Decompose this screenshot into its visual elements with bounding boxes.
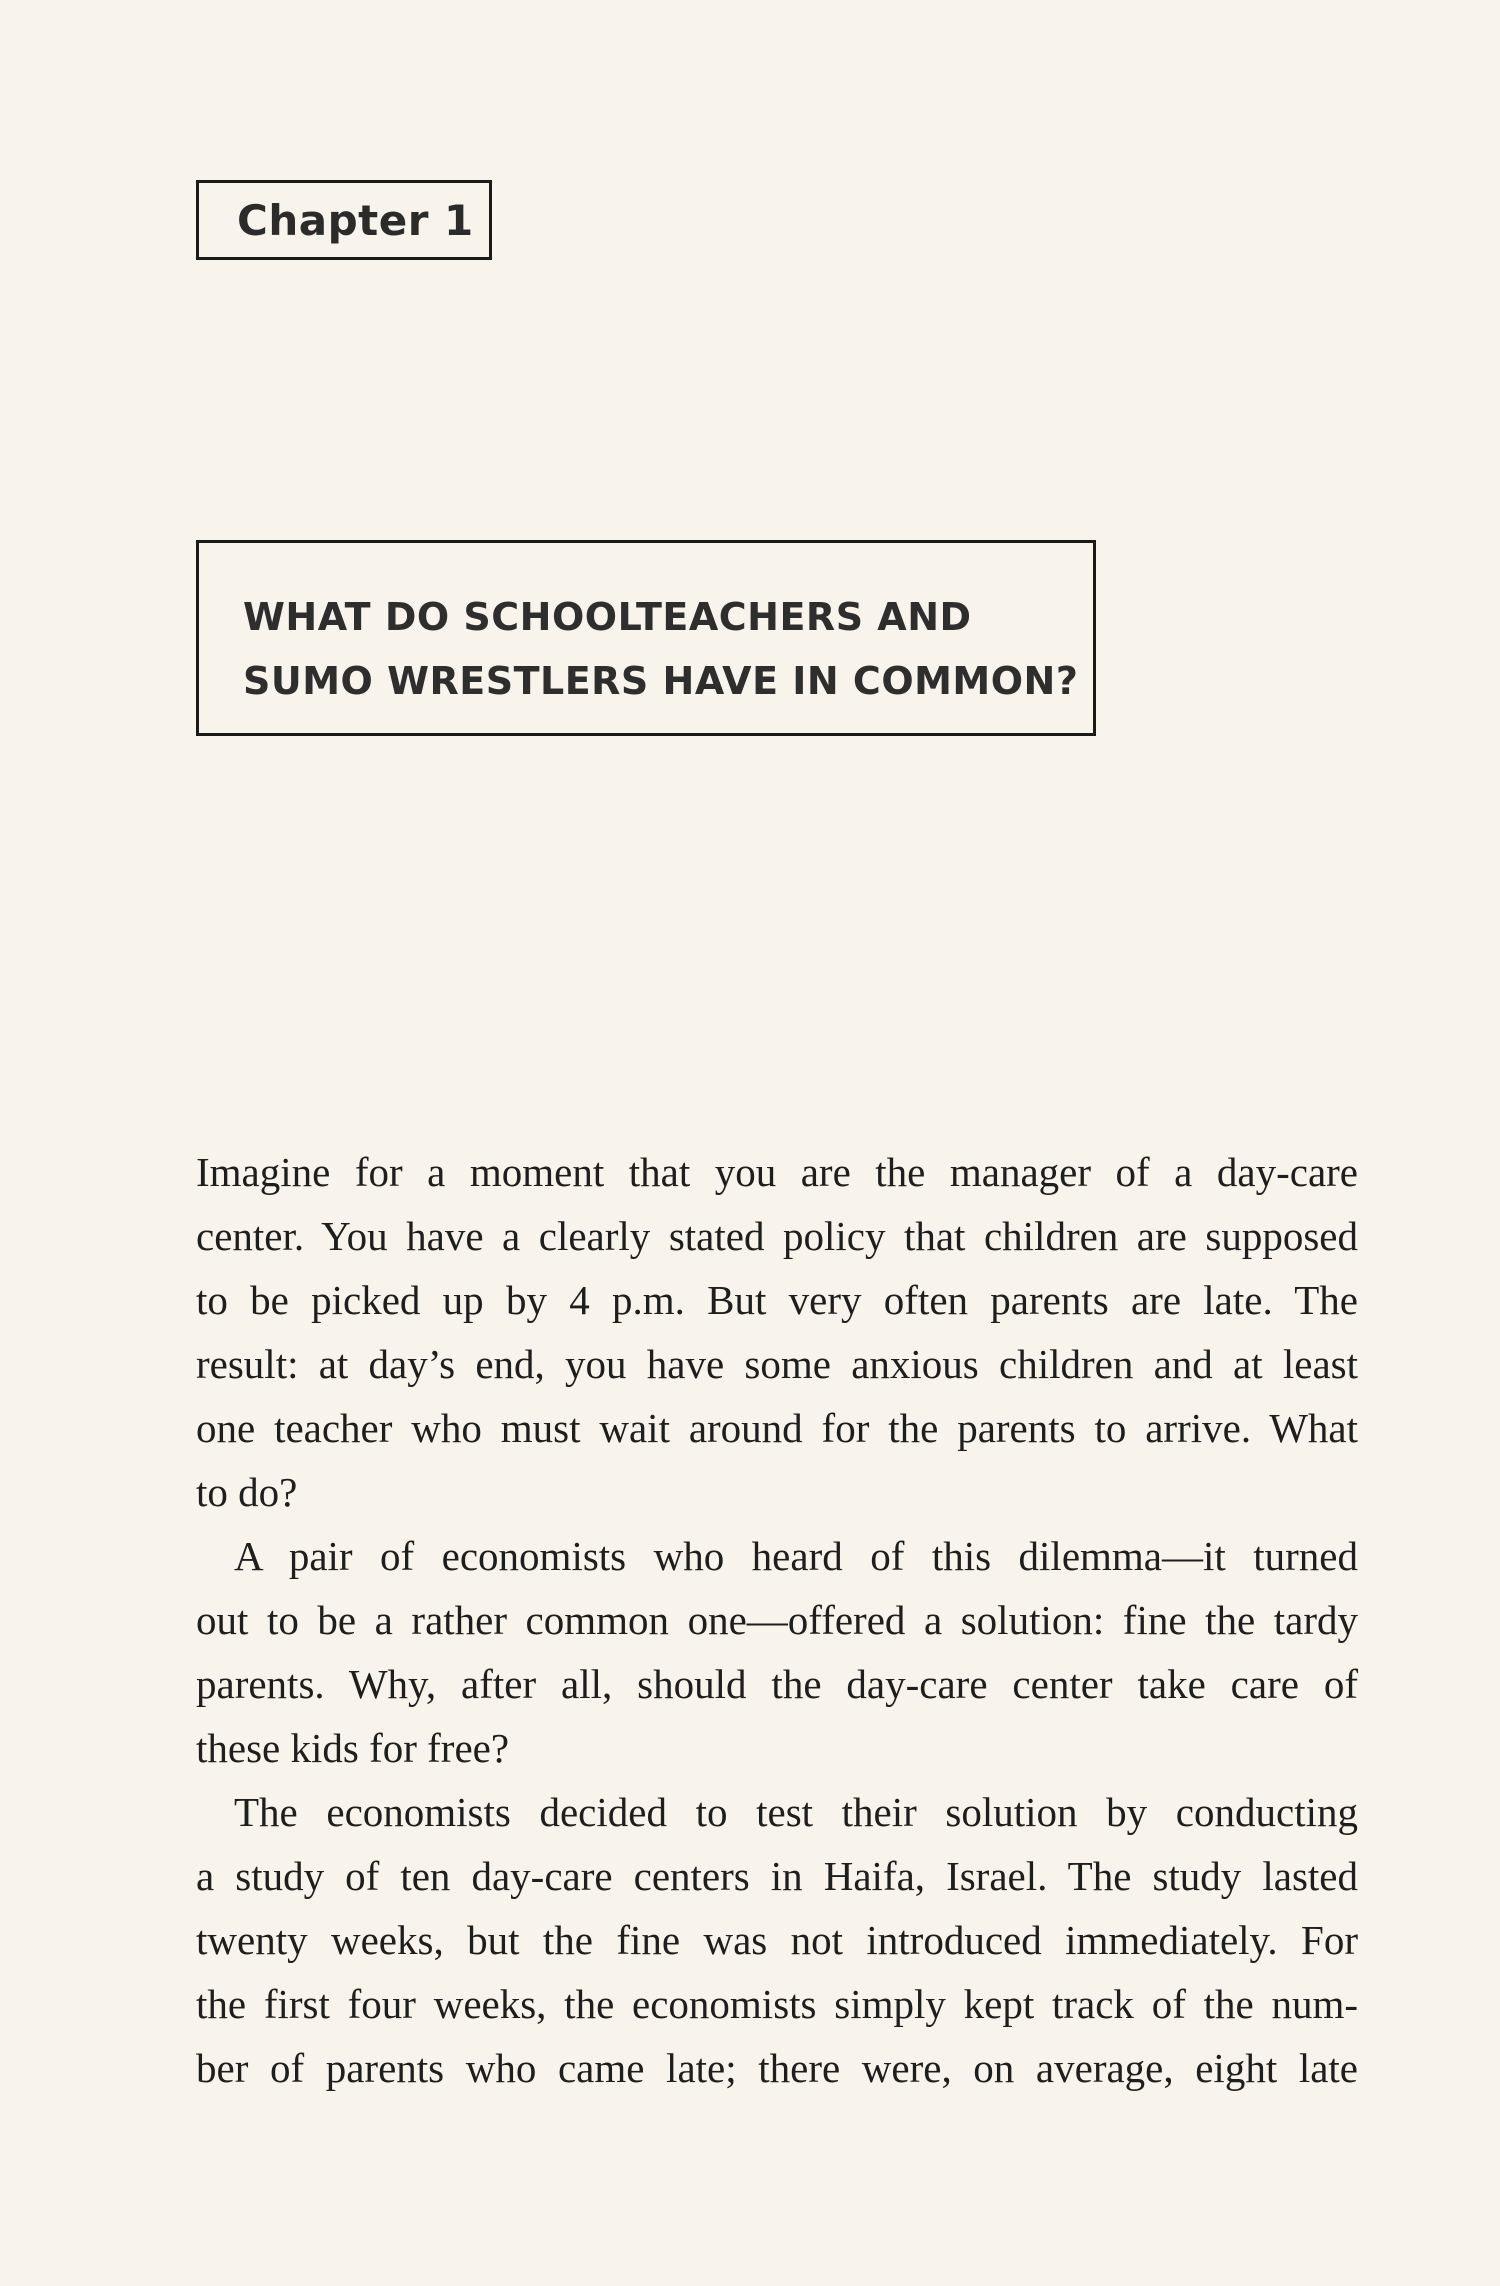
body-line: A pair of economists who heard of this dilemma—it turned — [234, 1533, 1358, 1579]
body-line: Imagine for a moment that you are the manager of a day-care — [196, 1149, 1358, 1195]
chapter-title-box — [196, 540, 1096, 736]
body-line: result: at day’s end, you have some anxious children and at least — [196, 1341, 1358, 1387]
body-line: The economists decided to test their solution by conducting — [234, 1789, 1358, 1835]
body-line: these kids for free? — [196, 1725, 510, 1771]
body-line: to do? — [196, 1469, 298, 1515]
chapter-title-line-1: WHAT DO SCHOOLTEACHERS AND — [243, 595, 972, 639]
body-line: a study of ten day-care centers in Haifa, Israel. The study lasted — [196, 1853, 1358, 1899]
chapter-label-box — [196, 180, 492, 260]
body-line: the first four weeks, the economists simply kept track of the num- — [196, 1981, 1358, 2027]
body-line: one teacher who must wait around for the parents to arrive. What — [196, 1405, 1358, 1451]
body-line: out to be a rather common one—offered a solution: fine the tardy — [196, 1597, 1358, 1643]
body-line: ber of parents who came late; there were, on average, eight late — [196, 2045, 1358, 2091]
chapter-label: Chapter 1 — [237, 195, 474, 245]
body-line: center. You have a clearly stated policy that children are supposed — [196, 1213, 1358, 1259]
body-line: parents. Why, after all, should the day-care center take care of — [196, 1661, 1358, 1707]
body-line: twenty weeks, but the fine was not introduced immediately. For — [196, 1917, 1358, 1963]
body-line: to be picked up by 4 p.m. But very often parents are late. The — [196, 1277, 1358, 1323]
chapter-title-line-2: SUMO WRESTLERS HAVE IN COMMON? — [243, 659, 1079, 703]
body-text — [196, 1140, 1358, 2100]
